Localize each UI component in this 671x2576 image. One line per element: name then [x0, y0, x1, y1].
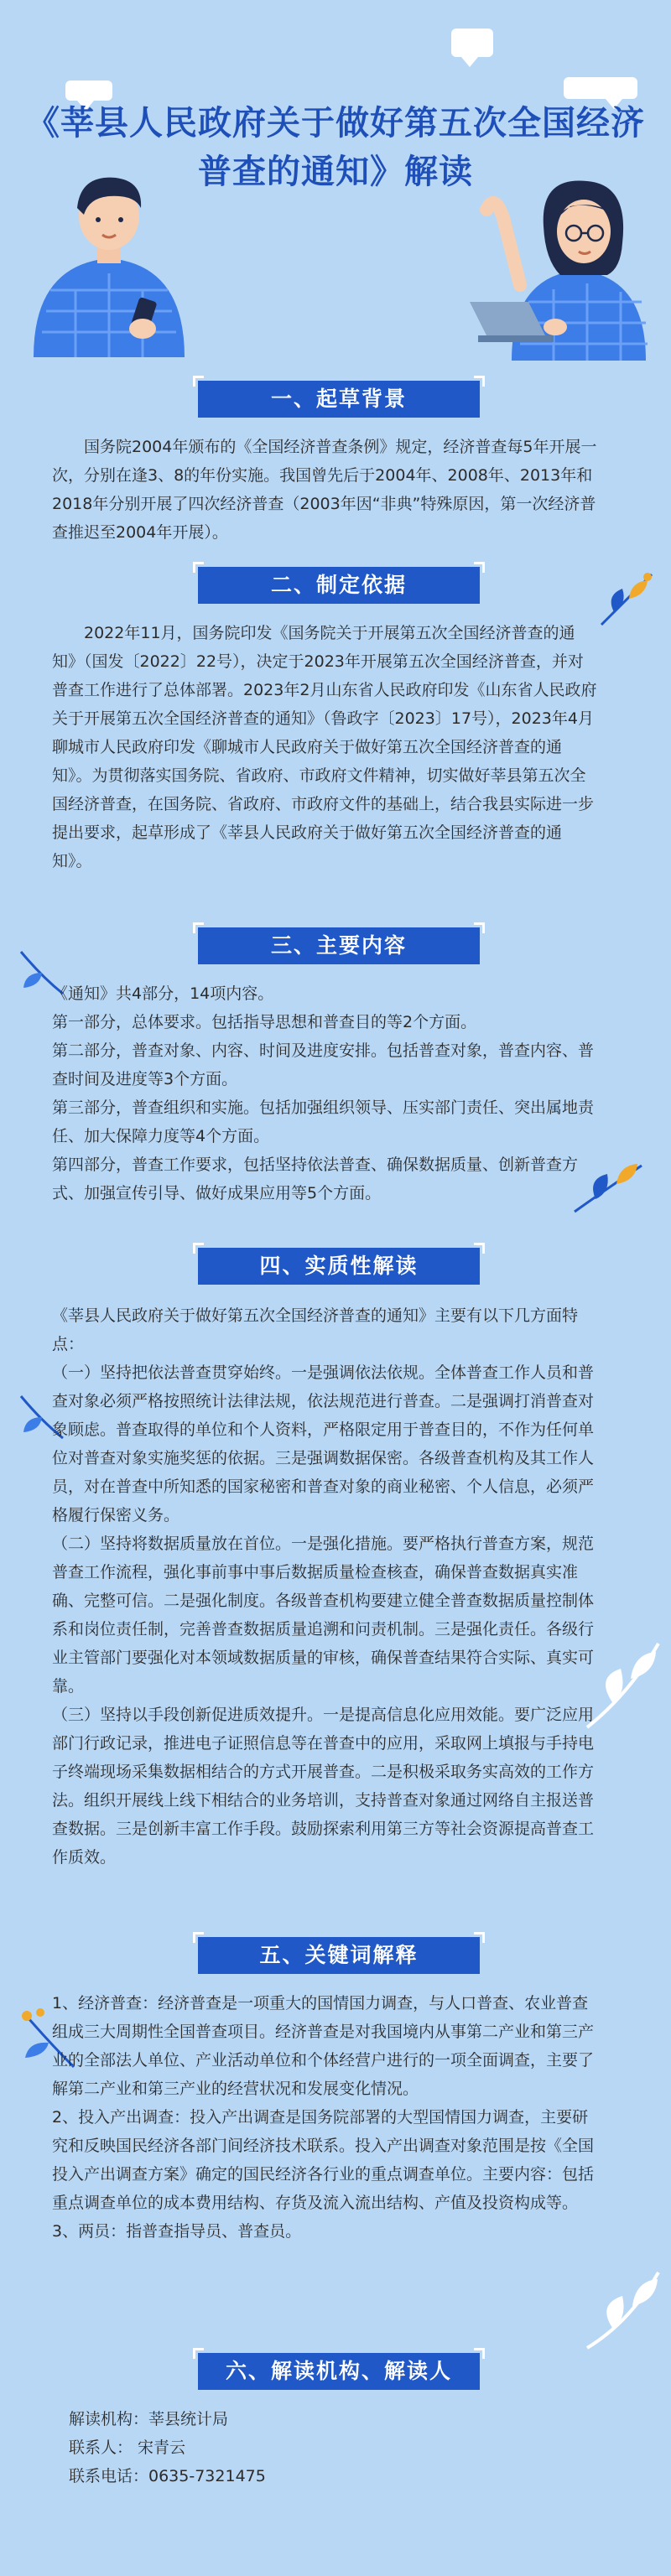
paragraph: （三）坚持以手段创新促进质效提升。一是提高信息化应用效能。要广泛应用部门行政记录，推进电子证照信息等在普查中的应用，采取网上填报与手持电子终端现场采集数据相结合的方式开展普查。二是积极采取务实高效的工作方法。组织开展线上线下相结合的业务培训，支持普查对象通过网络自主报送普查数据。三是创新丰富工作手段。鼓励探索利用第三方等社会资源提高普查工作质效。 [52, 1706, 595, 1867]
paragraph: 2022年11月，国务院印发《国务院关于开展第五次全国经济普查的通知》（国发〔2022〕22号），决定于2023年开展第五次全国经济普查，并对普查工作进行了总体部署。2023年2月山东省人民政府印发《山东省人民政府关于开展第五次全国经济普查的通知》（鲁政字〔2023〕17号），2023年4月聊城市人民政府印发《聊城市人民政府关于做好第五次全国经济普查的通知》。为贯彻落实国务院、省政府、市政府文件精神，切实做好莘县第五次全国经济普查，在国务院、省政府、市政府文件的基础上，结合我县实际进一步提出要求，起草形成了《莘县人民政府关于做好第五次全国经济普查的通知》。 [52, 624, 597, 870]
leaf-decoration-icon [579, 2264, 663, 2356]
paragraph: 第四部分，普查工作要求，包括坚持依法普查、确保数据质量、创新普查方式、加强宣传引导、做好成果应用等5个方面。 [52, 1156, 579, 1202]
section-title-contact: 六、解读机构、解读人 [198, 2353, 480, 2390]
section-body-keywords [52, 1989, 597, 2246]
contact-info [69, 2405, 614, 2490]
paragraph: 《通知》共4部分，14项内容。 [52, 984, 274, 1003]
paragraph: 国务院2004年颁布的《全国经济普查条例》规定，经济普查每5年开展一次，分别在逢3、8的年份实施。我国曾先后于2004年、2008年、2013年和2018年分别开展了四次经济普查（2003年因“非典”特殊原因，第一次经济普查推迟至2004年开展）。 [52, 438, 597, 542]
section-title-main-content: 三、主要内容 [198, 927, 480, 964]
section-body-main-content [52, 979, 597, 1208]
paragraph: （二）坚持将数据质量放在首位。一是强化措施。要严格执行普查方案，规范普查工作流程，强化事前事中事后数据质量检查核查，确保普查数据真实准确、完整可信。二是强化制度。各级普查机构要建立健全普查数据质量控制体系和岗位责任制，完善普查数据质量追溯和问责机制。三是强化责任。各级行业主管部门要强化对本领域数据质量的审核，确保普查结果符合实际、真实可靠。 [52, 1535, 595, 1696]
speech-bubble-icon [564, 77, 637, 99]
contact-organization: 解读机构：莘县统计局 [69, 2410, 229, 2428]
man-with-phone-illustration [17, 164, 201, 357]
paragraph: 2、投入产出调查：投入产出调查是国务院部署的大型国情国力调查，主要研究和反映国民经济各部门间经济技术联系。投入产出调查对象范围是按《全国投入产出调查方案》确定的国民经济各行业的重点调查单位。主要内容：包括重点调查单位的成本费用结构、存货及流入流出结构、产值及投资构成等。 [52, 2108, 595, 2212]
section-body-basis [52, 619, 597, 875]
hero-banner [0, 0, 671, 369]
paragraph: 第一部分，总体要求。包括指导思想和普查目的等2个方面。 [52, 1013, 477, 1031]
contact-phone: 联系电话：0635-7321475 [69, 2467, 266, 2485]
woman-with-laptop-illustration [453, 176, 654, 361]
paragraph: （一）坚持把依法普查贯穿始终。一是强调依法依规。全体普查工作人员和普查对象必须严格按照统计法律法规，依法规范进行普查。二是强调打消普查对象顾虑。普查取得的单位和个人资料，严格限定用于普查目的，不作为任何单位对普查对象实施奖惩的依据。三是强调数据保密。各级普查机构及其工作人员，对在普查中所知悉的国家秘密和普查对象的商业秘密、个人信息，必须严格履行保密义务。 [52, 1363, 595, 1524]
section-title-basis: 二、制定依据 [198, 567, 480, 604]
paragraph: 3、两员：指普查指导员、普查员。 [52, 2222, 302, 2241]
section-body-background [52, 433, 597, 547]
section-body-interpretation [52, 1301, 597, 1872]
paragraph: 《莘县人民政府关于做好第五次全国经济普查的通知》主要有以下几方面特点： [52, 1306, 579, 1353]
section-title-background: 一、起草背景 [198, 381, 480, 418]
speech-bubble-icon [65, 80, 112, 101]
paragraph: 第二部分，普查对象、内容、时间及进度安排。包括普查对象，普查内容、普查时间及进度等3个方面。 [52, 1041, 595, 1088]
paragraph: 1、经济普查：经济普查是一项重大的国情国力调查，与人口普查、农业普查组成三大周期性全国普查项目。经济普查是对我国境内从事第二产业和第三产业的全部法人单位、产业活动单位和个体经营户进行的一项全面调查，主要了解第二产业和第三产业的经营状况和发展变化情况。 [52, 1994, 595, 2098]
leaf-decoration-icon [597, 570, 656, 629]
speech-bubble-icon [451, 29, 493, 57]
section-title-keywords: 五、关键词解释 [198, 1937, 480, 1974]
section-title-interpretation: 四、实质性解读 [198, 1248, 480, 1285]
contact-person: 联系人： 宋青云 [69, 2438, 186, 2457]
paragraph: 第三部分，普查组织和实施。包括加强组织领导、压实部门责任、突出属地责任、加大保障力度等4个方面。 [52, 1098, 595, 1145]
page-title: 《莘县人民政府关于做好第五次全国经济普查的通知》解读 [26, 104, 645, 191]
